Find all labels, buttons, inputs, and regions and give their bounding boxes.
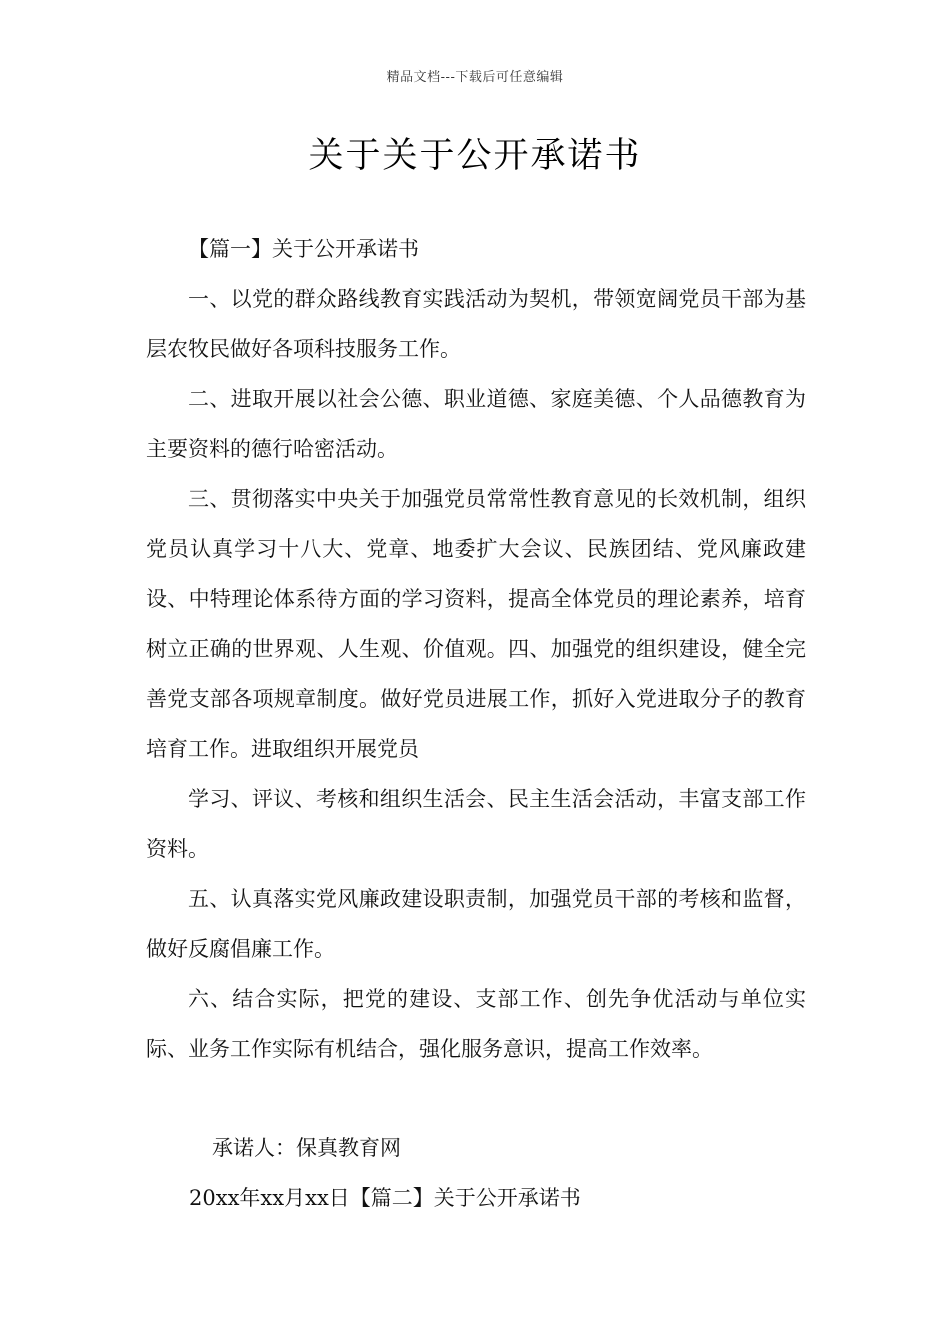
paragraph-1: 一、以党的群众路线教育实践活动为契机，带领宽阔党员干部为基层农牧民做好各项科技服务工作。 — [146, 287, 806, 361]
document-body — [146, 224, 806, 1074]
document-title: 关于关于公开承诺书 — [308, 136, 642, 176]
paragraph-3: 三、贯彻落实中央关于加强党员常常性教育意见的长效机制，组织党员认真学习十八大、党章、地委扩大会议、民族团结、党风廉政建设、中特理论体系待方面的学习资料，提高全体党员的理论素养，培育树立正确的世界观、人生观、价值观。四、加强党的组织建设，健全完善党支部各项规章制度。做好党员进展工作，抓好入党进取分子的教育培育工作。进取组织开展党员 — [146, 487, 806, 761]
paragraph-5: 五、认真落实党风廉政建设职责制，加强党员干部的考核和监督，做好反腐倡廉工作。 — [146, 887, 806, 961]
paragraph-4: 学习、评议、考核和组织生活会、民主生活会活动，丰富支部工作资料。 — [146, 787, 806, 861]
date-line: 20xx年xx月xx日【篇二】关于公开承诺书 — [189, 1186, 581, 1210]
paragraph-6: 六、结合实际，把党的建设、支部工作、创先争优活动与单位实际、业务工作实际有机结合，强化服务意识，提高工作效率。 — [146, 987, 806, 1061]
paragraph-2: 二、进取开展以社会公德、职业道德、家庭美德、个人品德教育为主要资料的德行哈密活动。 — [146, 387, 806, 461]
page-header-note: 精品文档---下载后可任意编辑 — [386, 70, 564, 85]
signature-line: 承诺人：保真教育网 — [212, 1136, 401, 1160]
section-heading: 【篇一】关于公开承诺书 — [188, 237, 419, 261]
